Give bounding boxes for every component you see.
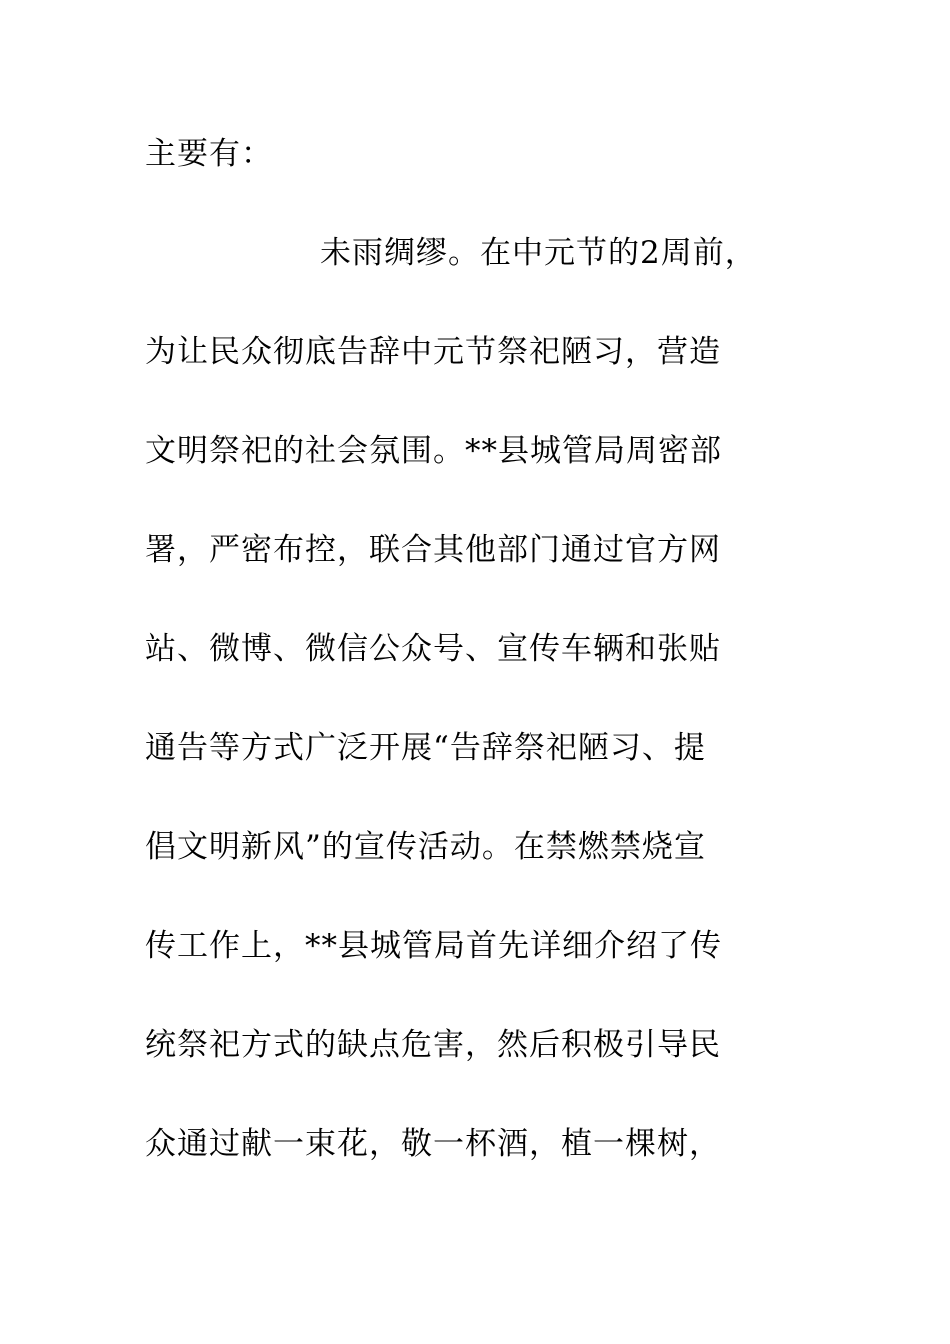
body-text <box>145 124 805 1213</box>
text-line: 众通过献一束花，敬一杯酒，植一棵树， <box>145 1126 721 1162</box>
text-line: 传工作上，**县城管局首先详细介绍了传 <box>145 928 722 964</box>
text-line: 通告等方式广泛开展“告辞祭祀陋习、提 <box>145 730 706 766</box>
text-line: 文明祭祀的社会氛围。**县城管局周密部 <box>145 433 722 469</box>
text-line: 为让民众彻底告辞中元节祭祀陋习，营造 <box>145 334 721 370</box>
paragraph-first-line: 未雨绸缪。在中元节的2周前， <box>320 235 757 271</box>
text-line: 倡文明新风”的宣传活动。在禁燃禁烧宣 <box>145 829 706 865</box>
text-line: 站、微博、微信公众号、宣传车辆和张贴 <box>145 631 721 667</box>
text-line: 主要有： <box>145 136 273 172</box>
text-line: 署，严密布控，联合其他部门通过官方网 <box>145 532 721 568</box>
text-line: 统祭祀方式的缺点危害，然后积极引导民 <box>145 1027 721 1063</box>
